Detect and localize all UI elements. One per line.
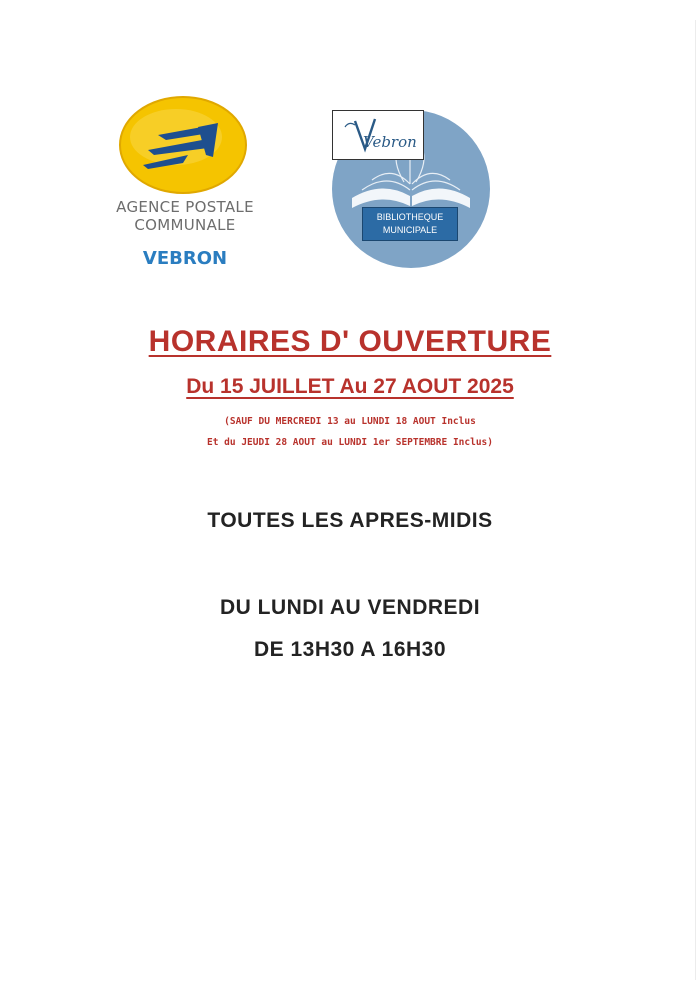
notice-dates-text: Du 15 JUILLET Au 27 AOUT 2025 (186, 375, 514, 398)
notice-dates (0, 375, 700, 399)
bibliotheque-label-line2: MUNICIPALE (382, 225, 438, 235)
bibliotheque-label-line1: BIBLIOTHEQUE (376, 212, 444, 222)
notice-days: DU LUNDI AU VENDREDI (219, 596, 481, 619)
agence-postale-town: VEBRON (142, 248, 228, 269)
agence-postale-line1: AGENCE POSTALE (116, 198, 254, 216)
notice-hours: DE 13H30 A 16H30 (253, 638, 447, 661)
agence-postale-name (95, 198, 275, 234)
bibliotheque-logo-name: Vebron (363, 133, 417, 151)
bibliotheque-name-frame (332, 110, 424, 160)
page-edge-line (695, 20, 696, 980)
agence-postale-line2: COMMUNALE (134, 216, 236, 234)
notice-exception-line2: Et du JEUDI 28 AOUT au LUNDI 1er SEPTEMBRE Inclus) (207, 437, 493, 448)
bibliotheque-label (362, 207, 458, 241)
notice-title-text: HORAIRES D' OUVERTURE (148, 325, 552, 358)
notice-afternoons: TOUTES LES APRES-MIDIS (207, 509, 493, 532)
notice-exception-line1: (SAUF DU MERCREDI 13 au LUNDI 18 AOUT Inclus (224, 416, 476, 427)
la-poste-logo (118, 95, 248, 195)
notice-title (0, 325, 700, 359)
